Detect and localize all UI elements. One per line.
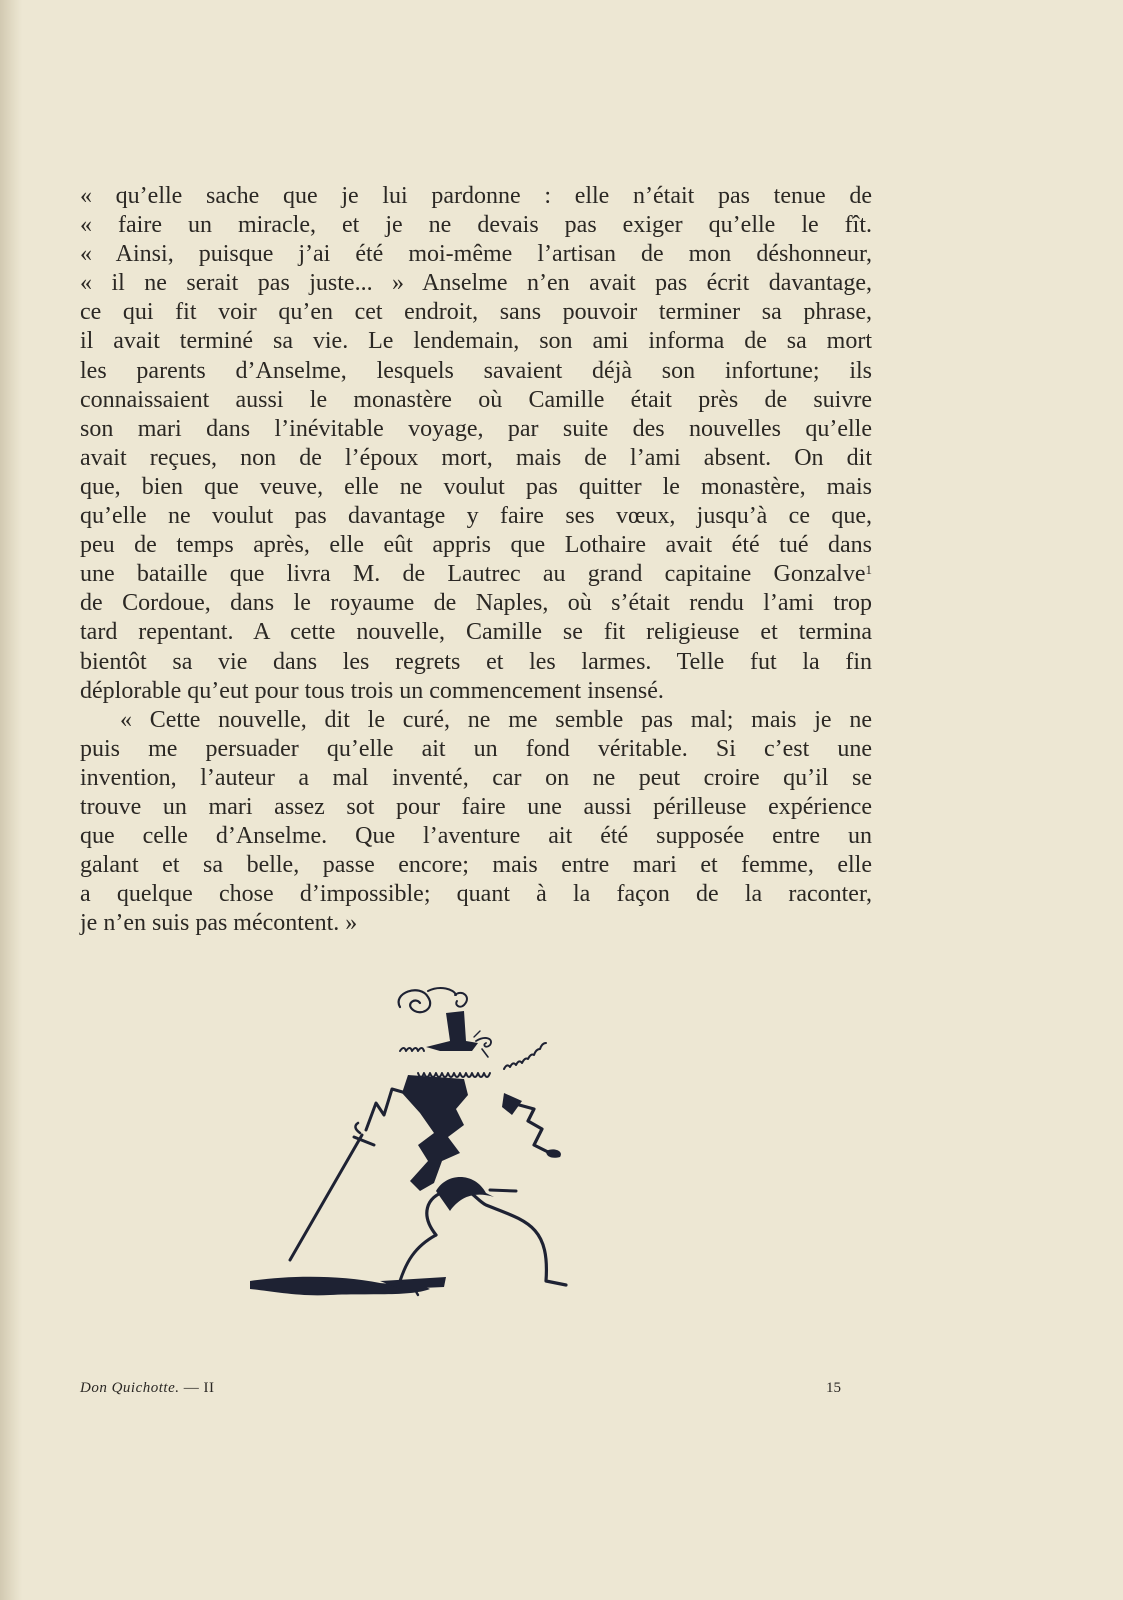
text-line: [80, 648, 872, 677]
text-line-content: « il ne serait pas juste... » Anselme n’en avait pas écrit davantage,: [80, 270, 872, 297]
text-line: [80, 269, 872, 298]
text-line-content: a quelque chose d’impossible; quant à la façon de la raconter,: [80, 881, 872, 908]
text-line: [80, 764, 872, 793]
text-line: [80, 822, 872, 851]
text-line-content: les parents d’Anselme, lesquels savaient déjà son infortune; ils: [80, 357, 872, 384]
text-line: [80, 880, 872, 909]
running-footer: [80, 1380, 214, 1397]
text-line: [80, 706, 872, 735]
page-number: 15: [826, 1380, 841, 1396]
text-line-content: galant et sa belle, passe encore; mais entre mari et femme, elle: [80, 852, 872, 879]
text-line: [80, 502, 872, 531]
text-line-content: ce qui fit voir qu’en cet endroit, sans pouvoir terminer sa phrase,: [80, 299, 872, 326]
text-line-content: tard repentant. A cette nouvelle, Camille se fit religieuse et termina: [80, 619, 872, 646]
text-line-content: que, bien que veuve, elle ne voulut pas quitter le monastère, mais: [80, 473, 872, 500]
text-line: [80, 735, 872, 764]
text-line: [80, 589, 872, 618]
text-line-content: qu’elle ne voulut pas davantage y faire ses vœux, jusqu’à ce que,: [80, 503, 872, 530]
text-line: [80, 298, 872, 327]
text-line: [80, 444, 872, 473]
text-line-content: il avait terminé sa vie. Le lendemain, son ami informa de sa mort: [80, 328, 872, 355]
text-line: [80, 909, 872, 938]
text-line-content: une bataille que livra M. de Lautrec au grand capitaine Gonzalve: [80, 561, 866, 588]
text-line-content: déplorable qu’eut pour tous trois un commencement insensé.: [80, 677, 664, 704]
text-line-content: « qu’elle sache que je lui pardonne : elle n’était pas tenue de: [80, 183, 872, 209]
text-line-content: connaissaient aussi le monastère où Camille était près de suivre: [80, 386, 872, 413]
text-line: [80, 531, 872, 560]
text-line-content: puis me persuader qu’elle ait un fond véritable. Si c’est une: [80, 735, 872, 762]
text-line: [80, 618, 872, 647]
text-line-content: « Cette nouvelle, dit le curé, ne me semble pas mal; mais je ne: [120, 706, 872, 733]
text-line-content: « Ainsi, puisque j’ai été moi-même l’artisan de mon déshonneur,: [80, 241, 872, 268]
cavalier-with-sword-illustration: [250, 985, 590, 1325]
text-line-content: trouve un mari assez sot pour faire une aussi périlleuse expérience: [80, 793, 872, 820]
text-line-content: peu de temps après, elle eût appris que Lothaire avait été tué dans: [80, 532, 872, 559]
text-line: [80, 560, 872, 589]
book-title: Don Quichotte.: [80, 1380, 180, 1396]
text-line-content: invention, l’auteur a mal inventé, car on ne peut croire qu’il se: [80, 764, 872, 791]
binding-gutter: [0, 0, 22, 1600]
text-line-content: son mari dans l’inévitable voyage, par suite des nouvelles qu’elle: [80, 415, 872, 442]
text-line-content: « faire un miracle, et je ne devais pas exiger qu’elle le fît.: [80, 212, 872, 239]
text-line: [80, 386, 872, 415]
text-line: [80, 240, 872, 269]
text-line: [80, 677, 872, 706]
volume-label: — II: [183, 1380, 215, 1396]
text-line: [80, 327, 872, 356]
page-text: [80, 182, 872, 938]
footnote-marker: 1: [865, 562, 872, 578]
text-line-content: de Cordoue, dans le royaume de Naples, où s’était rendu l’ami trop: [80, 590, 872, 617]
text-line: [80, 415, 872, 444]
text-line: [80, 211, 872, 240]
text-line: [80, 851, 872, 880]
text-line-content: je n’en suis pas mécontent. »: [80, 910, 358, 937]
text-line-content: que celle d’Anselme. Que l’aventure ait été supposée entre un: [80, 823, 872, 850]
text-line-content: bientôt sa vie dans les regrets et les larmes. Telle fut la fin: [80, 648, 872, 675]
text-line: [80, 182, 872, 211]
text-line-content: avait reçues, non de l’époux mort, mais de l’ami absent. On dit: [80, 444, 872, 471]
text-line: [80, 357, 872, 386]
text-line: [80, 473, 872, 502]
text-line: [80, 793, 872, 822]
